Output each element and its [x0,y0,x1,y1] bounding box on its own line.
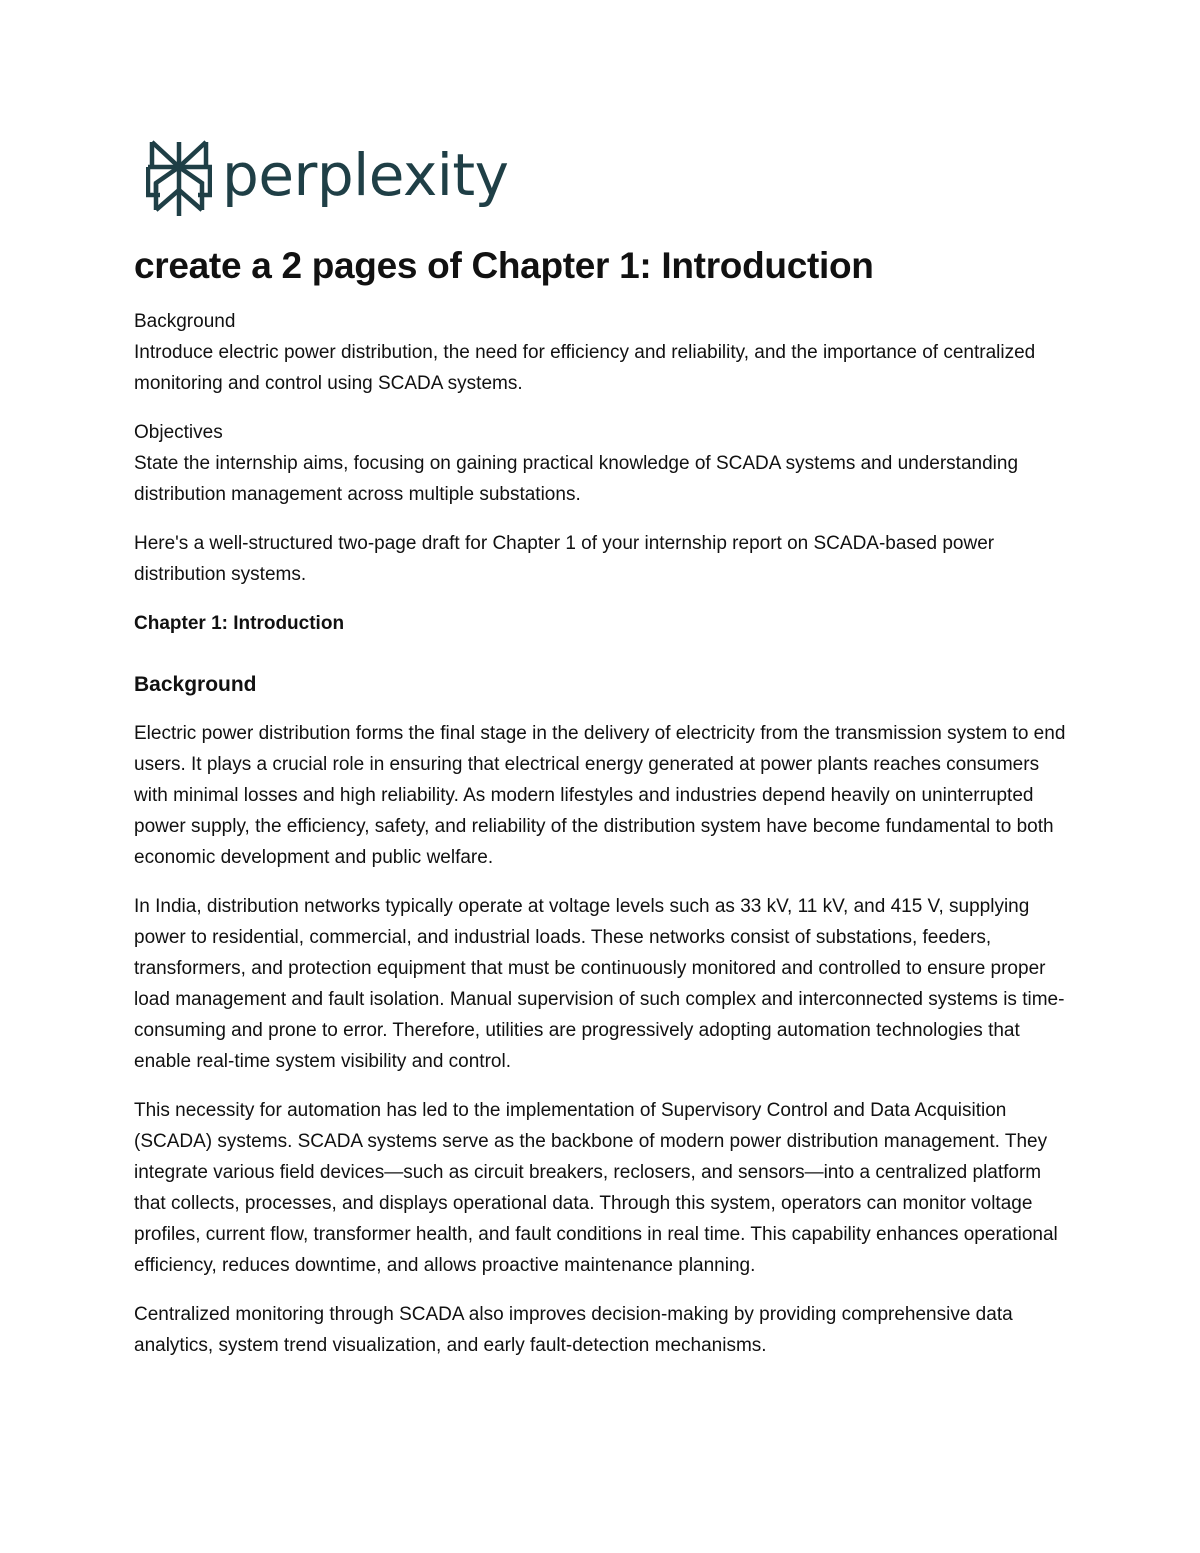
section-heading: Background [134,673,257,697]
prompt-background-label: Background [134,311,236,333]
chapter-heading: Chapter 1: Introduction [134,613,345,635]
perplexity-logo-icon [146,140,212,218]
brand-logo [146,140,508,218]
brand-name: perplexity [222,141,509,209]
body-paragraph: This necessity for automation has led to the implementation of Supervisory Control and Data Acquisition (SCADA) systems. SCADA systems serve as the backbone of modern power distribution management. They integrate various field devices—such as circuit breakers, reclosers, and sensors—into a centralized platform that collects, processes, and displays operational data. Through this system, operators can monitor voltage profiles, current flow, transformer health, and fault conditions in real time. This capability enhances operational efficiency, reduces downtime, and allows proactive maintenance planning. [134,1100,1058,1277]
answer-intro: Here's a well-structured two-page draft for Chapter 1 of your internship report on SCADA-based power distribution systems. [134,533,995,586]
prompt-background [134,306,1074,399]
document-content [134,244,1074,1379]
body-paragraph: In India, distribution networks typically operate at voltage levels such as 33 kV, 11 kV, and 415 V, supplying power to residential, commercial, and industrial loads. These networks consist of substations, feeders, transformers, and protection equipment that must be continuously monitored and controlled to ensure proper load management and fault isolation. Manual supervision of such complex and interconnected systems is time-consuming and prone to error. Therefore, utilities are progressively adopting automation technologies that enable real-time system visibility and control. [134,896,1065,1073]
prompt-objectives-label: Objectives [134,422,223,444]
page-title: create a 2 pages of Chapter 1: Introduction [134,245,874,286]
prompt-objectives-text: State the internship aims, focusing on gaining practical knowledge of SCADA systems and understanding distribution management across multiple substations. [134,453,1019,506]
prompt-background-text: Introduce electric power distribution, the need for efficiency and reliability, and the importance of centralized monitoring and control using SCADA systems. [134,342,1036,395]
body-paragraph: Electric power distribution forms the final stage in the delivery of electricity from the transmission system to end users. It plays a crucial role in ensuring that electrical energy generated at power plants reaches consumers with minimal losses and high reliability. As modern lifestyles and industries depend heavily on uninterrupted power supply, the efficiency, safety, and reliability of the distribution system have become fundamental to both economic development and public welfare. [134,723,1066,869]
prompt-objectives [134,417,1074,510]
body-paragraph: Centralized monitoring through SCADA also improves decision-making by providing comprehensive data analytics, system trend visualization, and early fault-detection mechanisms. [134,1304,1013,1357]
